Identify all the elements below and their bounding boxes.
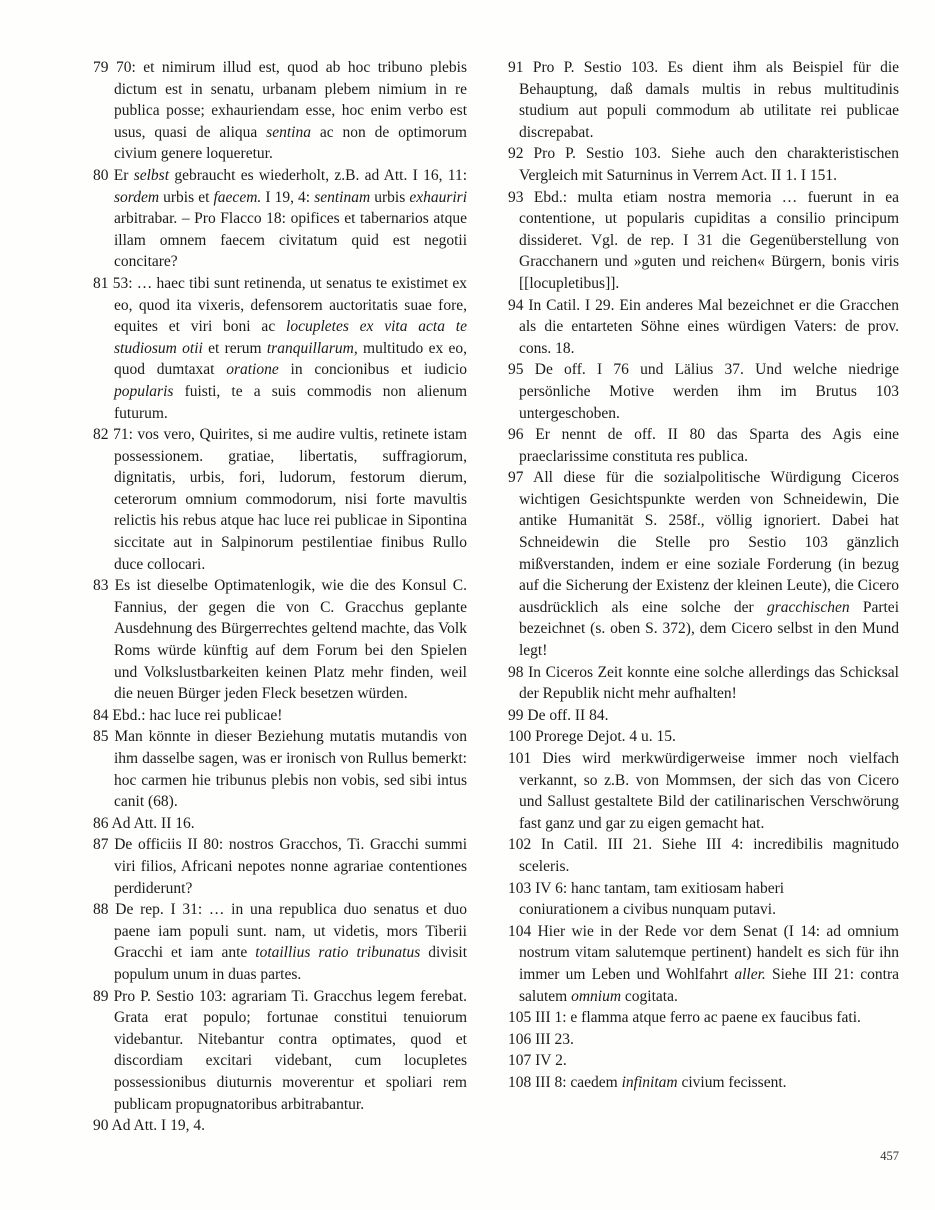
page-number: 457 [880,1149,899,1163]
italic-phrase: tranquillarum, [266,339,358,357]
footnote-number: 95 [508,361,524,379]
footnote-number: 99 [508,706,524,724]
footnote-97: 97 All diese für die sozialpolitische Würdigung Ciceros wichtigen Gesichtspunkte werden von Schneidewin, Die antike Humanität S. 258f., völlig ignoriert. Dabei hat Schneidewin die Stelle pro Sestio 103 gänzlich mißverstanden, indem er eine soziale Forderung (in bezug auf die Sicherung der Existenz der kleinen Leute), die Cicero ausdrücklich als eine solche der gracchischen Partei bezeichnet (s. oben S. 372), dem Cicero selbst in den Mund legt! [508,469,900,660]
italic-phrase: sentinam [314,188,371,206]
footnote-95: 95 De off. I 76 und Lälius 37. Und welche niedrige persönliche Motive werden ihm im Brutus 103 untergeschoben. [508,361,900,422]
footnote-number: 84 [93,706,109,724]
footnote-number: 104 [508,922,532,940]
footnote-number: 88 [93,901,109,919]
footnote-96: 96 Er nennt de off. II 80 das Sparta des Agis eine praeclarissime constituta res publica. [508,426,900,465]
footnote-number: 97 [508,469,524,487]
footnote-108: 108 III 8: caedem infinitam civium fecissent. [508,1073,787,1091]
footnote-102: 102 In Catil. III 21. Siehe III 4: incredibilis magnitudo sceleris. [508,836,900,875]
footnote-number: 87 [93,836,109,854]
italic-phrase: popularis [114,382,174,400]
footnote-number: 90 [93,1117,109,1135]
footnote-82: 82 71: vos vero, Quirites, si me audire vultis, retinete istam possessionem. gratiae, libertatis, suffragiorum, dignitatis, urbis, fori, ludorum, festorum dierum, ceterorum omnium commodorum, nisi forte mavultis relictis his rebus atque hac luce rei publicae in Sipontina siccitate aut in Salpinorum pestilentiae finibus Rullo duce collocari. [93,426,467,573]
footnote-90: 90 Ad Att. I 19, 4. [93,1117,205,1135]
footnote-100: 100 Prorege Dejot. 4 u. 15. [508,728,676,746]
footnote-number: 91 [508,59,524,76]
footnote-85: 85 Man könnte in dieser Beziehung mutatis mutandis von ihm dasselbe sagen, was er ironisch von Rullus bemerkt: hoc carmen hie tribunus plebis non vobis, sed sibi intus canit (68). [93,728,467,811]
footnote-number: 101 [508,750,532,767]
footnote-number: 79 [93,59,109,76]
footnote-86: 86 Ad Att. II 16. [93,814,195,832]
footnote-number: 89 [93,987,109,1005]
footnote-number: 81 [93,274,109,292]
footnote-88: 88 De rep. I 31: … in una republica duo senatus et duo paene iam populi sunt. nam, ut videtis, mors Tiberii Gracchi et iam ante totaillius ratio tribunatus divisit populum unum in duas partes. [93,901,468,983]
italic-phrase: infinitam [621,1073,678,1091]
footnote-number: 103 [508,879,532,897]
footnote-101: 101 Dies wird merkwürdigerweise immer noch vielfach verkannt, so z.B. von Mommsen, der sich das von Cicero und Sallust gestaltete Bild der catilinarischen Verschwörung fast ganz und gar zu eigen gemacht hat. [508,750,900,832]
italic-phrase: selbst [133,166,170,184]
footnote-number: 92 [508,145,524,163]
footnote-number: 107 [508,1052,532,1070]
footnote-number: 108 [508,1073,532,1091]
footnote-number: 98 [508,663,524,681]
footnote-84: 84 Ebd.: hac luce rei publicae! [93,706,283,724]
footnote-number: 80 [93,166,109,184]
footnote-104: 104 Hier wie in der Rede vor dem Senat (I 14: ad omnium nostrum vitam salutemque pertinent) handelt es sich für ihn immer um Leben und Wohlfahrt aller. Siehe III 21: contra salutem omnium cogitata. [508,922,899,1005]
italic-phrase: faecem. [213,188,262,206]
italic-phrase: exhauriri [409,188,468,206]
footnote-number: 86 [93,814,109,832]
notes-column-right [508,57,899,1094]
italic-phrase: aller. [734,965,766,983]
footnote-number: 93 [508,188,524,206]
footnote-number: 105 [508,1009,532,1027]
italic-phrase: totaillius ratio tribunatus [255,944,421,962]
footnote-81: 81 53: … haec tibi sunt retinenda, ut senatus te existimet ex eo, quod ita vixeris, defensorem auctoritatis suae fore, equites et viri boni ac locupletes ex vita acta te studiosum otii et rerum tranquillarum, multitudo ex eo, quod dumtaxat oratione in concionibus et iudicio popularis fuisti, te a suis commodis non alienum futurum. [93,274,468,422]
footnote-83: 83 Es ist dieselbe Optimatenlogik, wie die des Konsul C. Fannius, der gegen die von C. Gracchus geplante Ausdehnung des Bürgerrechtes geltend machte, das Volk Roms würde künftig auf dem Forum bei den Spielen und Volkslustbarkeiten keinen Platz mehr finden, weil die neuen Bürger jeden Fleck besetzen würden. [93,577,468,703]
footnote-103: 103 IV 6: hanc tantam, tam exitiosam haberi coniurationem a civibus nunquam putavi. [508,879,785,919]
italic-phrase: omnium [571,987,622,1005]
italic-phrase: gracchischen [766,598,850,616]
footnote-94: 94 In Catil. I 29. Ein anderes Mal bezeichnet er die Gracchen als die entarteten Söhne eines würdigen Vaters: de prov. cons. 18. [508,296,899,357]
footnote-number: 100 [508,728,532,746]
footnote-87: 87 De officiis II 80: nostros Gracchos, Ti. Gracchi summi viri filios, Africani nepotes nonne agrariae contentiones perdiderunt? [93,836,467,897]
italic-phrase: oratione [226,361,279,379]
footnote-number: 96 [508,426,524,444]
footnote-93: 93 Ebd.: multa etiam nostra memoria … fuerunt in ea contentione, ut popularis cupiditas a consilio principum dissideret. Vgl. de rep. I 31 die Gegenüberstellung von Gracchanern und »guten und reichen« Bürgern, bonis viris [[locupletibus]]. [508,188,900,292]
footnote-number: 94 [508,296,524,314]
footnote-number: 82 [93,426,109,444]
footnote-80: 80 Er selbst gebraucht es wiederholt, z.B. ad Att. I 16, 11: sordem urbis et faecem. I 19, 4: sentinam urbis exhauriri arbitrabar. – Pro Flacco 18: opifices et tabernarios atque illam omnem faecem civitatum quid est negotii concitare? [93,166,468,271]
footnote-92: 92 Pro P. Sestio 103. Siehe auch den charakteristischen Vergleich mit Saturninus in Verrem Act. II 1. I 151. [508,145,900,184]
footnote-number: 83 [93,577,109,595]
footnote-number: 106 [508,1030,532,1048]
footnote-91: 91 Pro P. Sestio 103. Es dient ihm als Beispiel für die Behauptung, daß damals multis in rebus multitudinis studium aut populi commodum ab utilitate rei publicae discrepabat. [508,59,899,141]
footnote-107: 107 IV 2. [508,1052,567,1070]
italic-phrase: sentina [266,123,311,141]
footnote-106: 106 III 23. [508,1030,574,1048]
italic-phrase: locupletes ex vita acta te studiosum otii [114,318,467,357]
footnote-number: 102 [508,836,532,854]
footnote-105: 105 III 1: e flamma atque ferro ac paene ex faucibus fati. [508,1009,861,1027]
footnote-98: 98 In Ciceros Zeit konnte eine solche allerdings das Schicksal der Republik nicht mehr aufhalten! [508,663,899,703]
notes-column-left [93,57,467,1137]
footnote-number: 85 [93,728,109,746]
footnote-89: 89 Pro P. Sestio 103: agrariam Ti. Gracchus legem ferebat. Grata erat populo; fortunae constitui tenuiorum videbantur. Nitebantur contra optimates, quod et discordiam excitari videbant, cum locupletes possessionibus diuturnis moverentur et spoliari rem publicam propugnatoribus arbitrabantur. [93,987,468,1113]
footnote-79: 79 70: et nimirum illud est, quod ab hoc tribuno plebis dictum est in senatu, urbanam plebem nimium in re publica posse; exhauriendam esse, hoc enim verbo est usus, quasi de aliqua sentina ac non de optimorum civium genere loqueretur. [93,59,468,163]
italic-phrase: sordem [114,188,160,206]
footnote-99: 99 De off. II 84. [508,706,609,724]
